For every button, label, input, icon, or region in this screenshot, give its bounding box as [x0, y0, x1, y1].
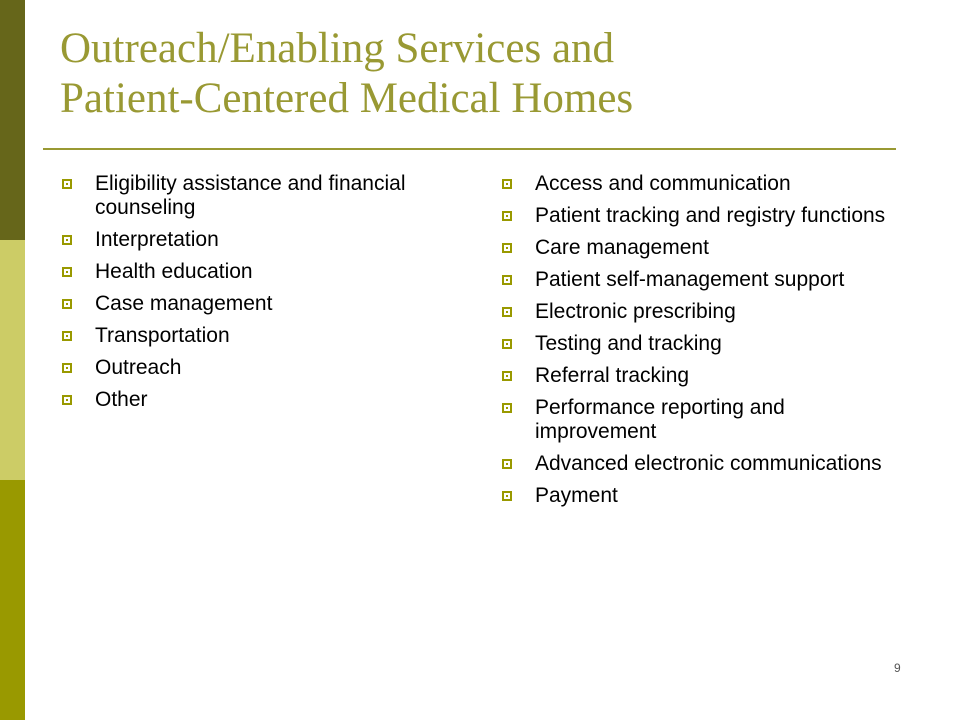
list-item-text: Patient self-management support: [535, 268, 845, 291]
list-item: [500, 236, 900, 260]
square-bullet-icon: [502, 459, 512, 469]
square-bullet-icon: [502, 179, 512, 189]
square-bullet-icon: [62, 363, 72, 373]
list-item-text: Performance reporting and improvement: [535, 396, 785, 443]
square-bullet-icon: [502, 491, 512, 501]
list-item-text: Interpretation: [95, 228, 219, 251]
square-bullet-icon: [62, 235, 72, 245]
list-item-text: Advanced electronic communications: [535, 452, 882, 475]
list-item: [500, 396, 900, 444]
list-item-text: Access and communication: [535, 172, 791, 195]
sidebar-stripe-bottom: [0, 480, 25, 720]
list-item: [60, 388, 420, 412]
slide-title: [60, 24, 940, 124]
title-divider: [43, 148, 896, 150]
slide-title-line-2: Patient-Centered Medical Homes: [60, 75, 634, 122]
square-bullet-icon: [502, 243, 512, 253]
list-item-text: Electronic prescribing: [535, 300, 736, 323]
square-bullet-icon: [502, 371, 512, 381]
list-item-text: Care management: [535, 236, 709, 259]
square-bullet-icon: [62, 395, 72, 405]
list-item-text: Other: [95, 388, 148, 411]
list-item-text: Health education: [95, 260, 253, 283]
list-item: [60, 228, 420, 252]
square-bullet-icon: [62, 331, 72, 341]
list-item-text: Referral tracking: [535, 364, 690, 387]
slide-title-line-1: Outreach/Enabling Services and: [60, 25, 615, 72]
list-item: [500, 364, 900, 388]
medical-home-features-list: [500, 172, 900, 516]
list-item-text: Patient tracking and registry functions: [535, 204, 886, 227]
sidebar-stripe-top: [0, 0, 25, 240]
square-bullet-icon: [62, 299, 72, 309]
list-item: [500, 300, 900, 324]
square-bullet-icon: [502, 275, 512, 285]
list-item: [60, 356, 420, 380]
page-number: 9: [894, 661, 901, 675]
list-item: [500, 268, 900, 292]
square-bullet-icon: [62, 267, 72, 277]
list-item: [500, 172, 900, 196]
enabling-services-list: [60, 172, 420, 420]
square-bullet-icon: [502, 211, 512, 221]
list-item: [500, 204, 900, 228]
list-item: [60, 260, 420, 284]
list-item: [500, 332, 900, 356]
list-item: [60, 324, 420, 348]
list-item-text: Transportation: [95, 324, 230, 347]
list-item-text: Payment: [535, 484, 618, 507]
list-item: [60, 172, 420, 220]
list-item-text: Eligibility assistance and financial counseling: [95, 172, 406, 219]
list-item-text: Outreach: [95, 356, 182, 379]
square-bullet-icon: [62, 179, 72, 189]
square-bullet-icon: [502, 307, 512, 317]
list-item-text: Testing and tracking: [535, 332, 722, 355]
square-bullet-icon: [502, 339, 512, 349]
list-item-text: Case management: [95, 292, 273, 315]
square-bullet-icon: [502, 403, 512, 413]
sidebar-stripe-middle: [0, 240, 25, 480]
list-item: [60, 292, 420, 316]
list-item: [500, 484, 900, 508]
list-item: [500, 452, 900, 476]
